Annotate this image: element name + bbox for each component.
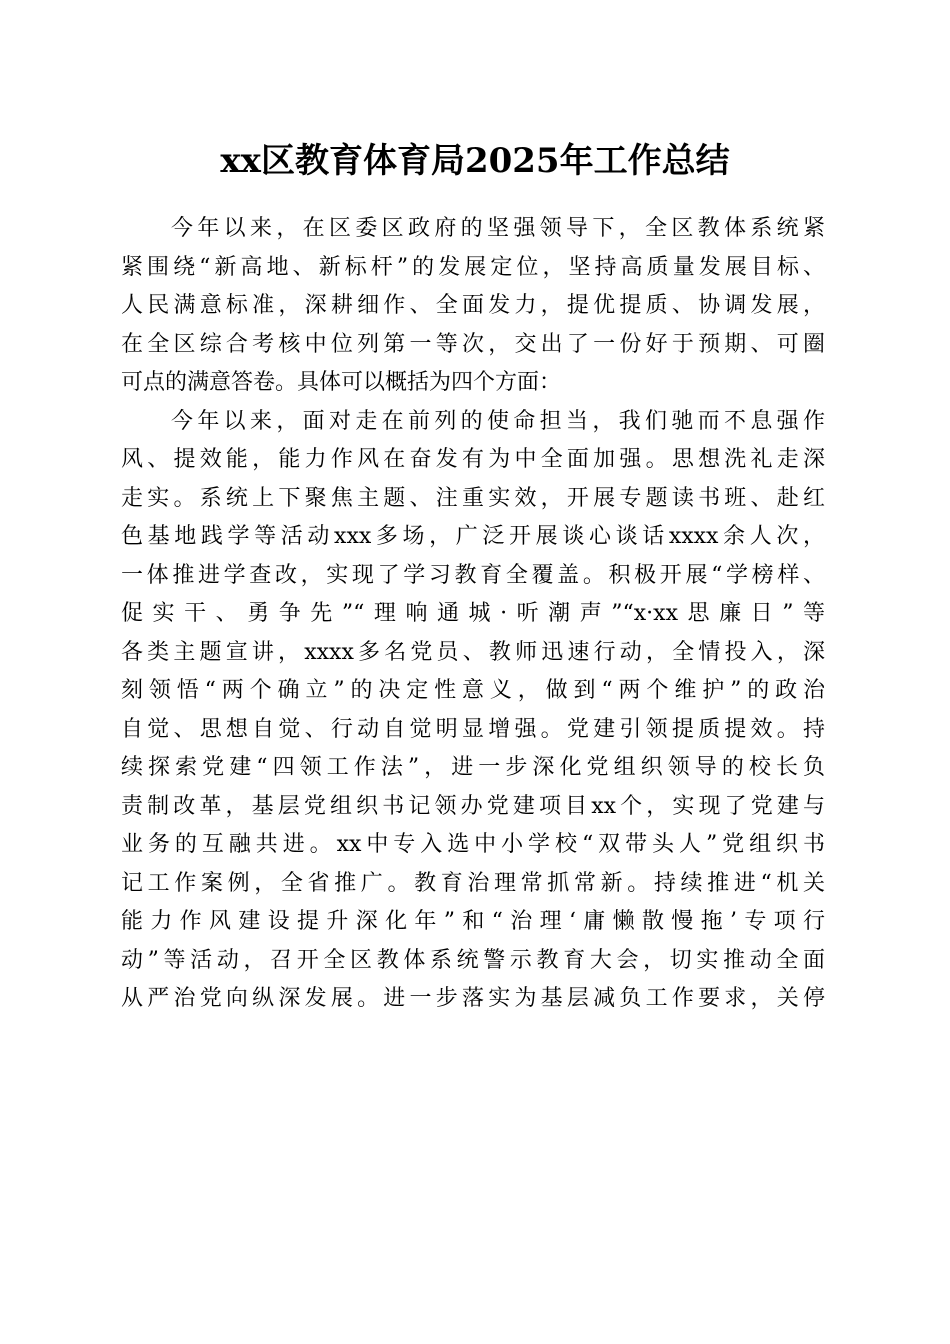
text-line: 责制改革，基层党组织书记领办党建项目xx个，实现了党建与 [121, 793, 825, 819]
document-title: xx区教育体育局2025年工作总结 [220, 141, 730, 181]
text-line: 人民满意标准，深耕细作、全面发力，提优提质、协调发展， [121, 293, 825, 318]
text-line: 促实干、勇争先”“理响通城·听潮声”“x·xx思廉日”等 [121, 601, 825, 626]
text-line: 业务的互融共进。xx中专入选中小学校“双带头人”党组织书 [121, 832, 825, 857]
paragraph-work-style [121, 403, 825, 1019]
text-line: 从严治党向纵深发展。进一步落实为基层减负工作要求，关停 [121, 986, 825, 1011]
text-line: 今年以来，面对走在前列的使命担当，我们驰而不息强作 [171, 408, 825, 434]
text-line: 一体推进学查改，实现了学习教育全覆盖。积极开展“学榜样、 [121, 562, 825, 588]
text-line: 自觉、思想自觉、行动自觉明显增强。党建引领提质提效。持 [121, 716, 825, 742]
text-line: 紧围绕“新高地、新标杆”的发展定位，坚持高质量发展目标、 [121, 254, 825, 280]
text-line: 色基地践学等活动xxx多场，广泛开展谈心谈话xxxx余人次， [121, 524, 825, 549]
text-line: 可点的满意答卷。具体可以概括为四个方面： [121, 370, 562, 395]
text-line: 能力作风建设提升深化年”和“治理‘庸懒散慢拖’专项行 [121, 909, 825, 934]
text-line: 风、提效能，能力作风在奋发有为中全面加强。思想洗礼走深 [121, 447, 825, 472]
text-line: 今年以来，在区委区政府的坚强领导下，全区教体系统紧 [171, 216, 825, 241]
document-body [121, 210, 825, 1019]
text-line: 各类主题宣讲，xxxx多名党员、教师迅速行动，全情投入，深 [121, 639, 825, 665]
text-line: 记工作案例，全省推广。教育治理常抓常新。持续推进“机关 [121, 870, 825, 896]
paragraph-intro [121, 210, 825, 403]
text-line: 走实。系统上下聚焦主题、注重实效，开展专题读书班、赴红 [121, 485, 825, 511]
text-line: 动”等活动，召开全区教体系统警示教育大会，切实推动全面 [121, 947, 825, 973]
text-line: 续探索党建“四领工作法”，进一步深化党组织领导的校长负 [121, 755, 825, 780]
text-line: 刻领悟“两个确立”的决定性意义，做到“两个维护”的政治 [121, 678, 825, 703]
text-line: 在全区综合考核中位列第一等次，交出了一份好于预期、可圈 [121, 331, 825, 357]
